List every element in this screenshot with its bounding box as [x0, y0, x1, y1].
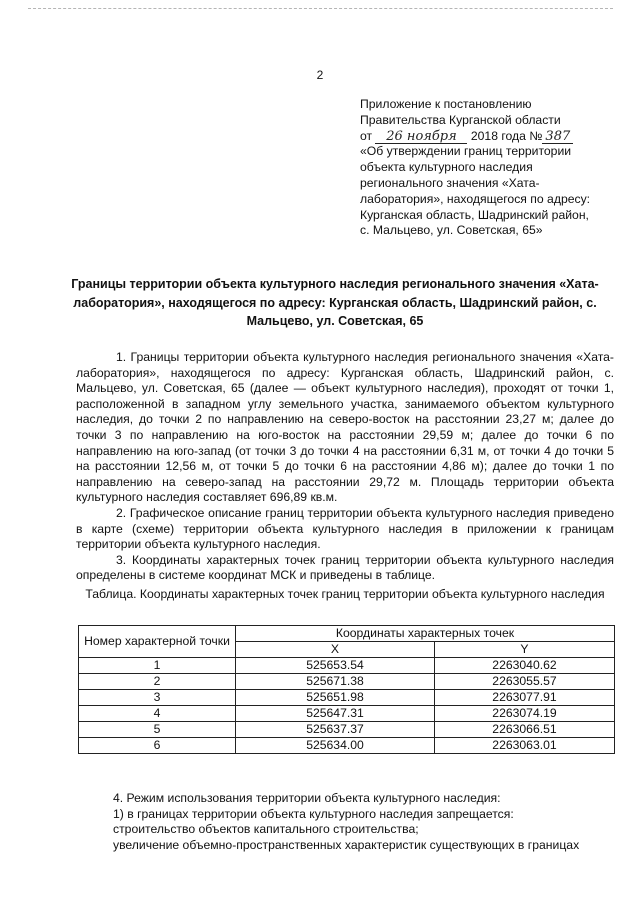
- col-y-header: Y: [435, 642, 615, 658]
- date-prefix: от: [360, 128, 373, 143]
- table-row: [79, 722, 615, 738]
- page-number: 2: [316, 68, 324, 82]
- paragraph: 2. Графическое описание границ территории объекта культурного наследия приведено в карте (схеме) территории объекта культурного наследия в приложении к границам территории объекта культурного наследия.: [76, 505, 614, 552]
- paragraph: 3. Координаты характерных точек границ территории объекта культурного наследия определены в системе координат МСК и приведены в таблице.: [76, 552, 614, 583]
- footer-line: 1) в границах территории объекта культурного наследия запрещается:: [113, 806, 514, 821]
- x-value: 525637.37: [236, 722, 435, 738]
- scan-top-edge: [28, 8, 613, 9]
- appendix-line: Правительства Курганской области: [360, 112, 561, 127]
- handwritten-number: 387: [542, 130, 573, 144]
- appendix-line: объекта культурного наследия: [360, 160, 533, 175]
- point-number: 1: [79, 658, 236, 674]
- document-body: [76, 350, 614, 584]
- point-number: 4: [79, 706, 236, 722]
- footer-line: увеличение объемно-пространственных характеристик существующих в границах: [113, 837, 580, 852]
- appendix-line: с. Мальцево, ул. Советская, 65»: [360, 223, 543, 238]
- point-number: 5: [79, 722, 236, 738]
- point-number: 6: [79, 738, 236, 754]
- y-value: 2263074.19: [435, 706, 615, 722]
- x-value: 525634.00: [236, 738, 435, 754]
- paragraph: 1. Границы территории объекта культурного наследия регионального значения «Хата-лаборатория», находящегося по адресу: Курганская область, Шадринский район, с. Мальцево, ул. Советская, 65 (далее — объект культурного наследия), проходят от точки 1, расположенной в западном углу земельного участка, занимаемого объектом культурного наследия, до точки 2 по направлению на северо-восток на расстоянии 23,27 м; далее до точки 3 по направлению на юго-восток на расстоянии 29,59 м; далее до точки 6 по направлению на юго-запад (от точки 3 до точки 4 на расстоянии 6,31 м, от точки 4 до точки 5 на расстоянии 12,56 м, от точки 5 до точки 6 на расстоянии 4,86 м); далее до точки 1 по направлению на северо-запад на расстоянии 29,72 м. Площадь территории объекта культурного наследия составляет 696,89 кв.м.: [76, 350, 614, 505]
- y-value: 2263063.01: [435, 738, 615, 754]
- footer-line: 4. Режим использования территории объекта культурного наследия:: [113, 791, 501, 805]
- appendix-line: Курганская область, Шадринский район,: [360, 207, 589, 222]
- document-title: Границы территории объекта культурного наследия регионального значения «Хата-лаборатория», находящегося по адресу: Курганская область, Шадринский район, с. Мальцево, ул. Советская, 65: [71, 277, 599, 328]
- coordinates-table: [78, 625, 615, 754]
- appendix-line: лаборатория», находящегося по адресу:: [360, 191, 591, 206]
- x-value: 525647.31: [236, 706, 435, 722]
- point-number: 3: [79, 690, 236, 706]
- appendix-date-line: [360, 129, 625, 145]
- y-value: 2263077.91: [435, 690, 615, 706]
- table-caption: Таблица. Координаты характерных точек границ территории объекта культурного наследия: [85, 587, 605, 601]
- x-value: 525653.54: [236, 658, 435, 674]
- col-point-number-header: Номер характерной точки: [79, 626, 236, 658]
- table-row: [79, 674, 615, 690]
- table-row: [79, 738, 615, 754]
- date-suffix: 2018 года №: [470, 128, 543, 143]
- x-value: 525651.98: [236, 690, 435, 706]
- appendix-line: Приложение к постановлению: [360, 97, 532, 111]
- x-value: 525671.38: [236, 674, 435, 690]
- appendix-line: регионального значения «Хата-: [360, 175, 540, 190]
- footer-text: [113, 791, 623, 853]
- col-x-header: X: [236, 642, 435, 658]
- appendix-block: [360, 97, 625, 239]
- appendix-line: «Об утверждении границ территории: [360, 144, 572, 159]
- table-row: [79, 690, 615, 706]
- y-value: 2263066.51: [435, 722, 615, 738]
- footer-line: строительство объектов капитального строительства;: [113, 822, 419, 837]
- point-number: 2: [79, 674, 236, 690]
- col-coordinates-header: Координаты характерных точек: [236, 626, 615, 642]
- y-value: 2263040.62: [435, 658, 615, 674]
- table-row: [79, 658, 615, 674]
- handwritten-date: 26 ноября: [375, 130, 467, 144]
- table-row: [79, 706, 615, 722]
- y-value: 2263055.57: [435, 674, 615, 690]
